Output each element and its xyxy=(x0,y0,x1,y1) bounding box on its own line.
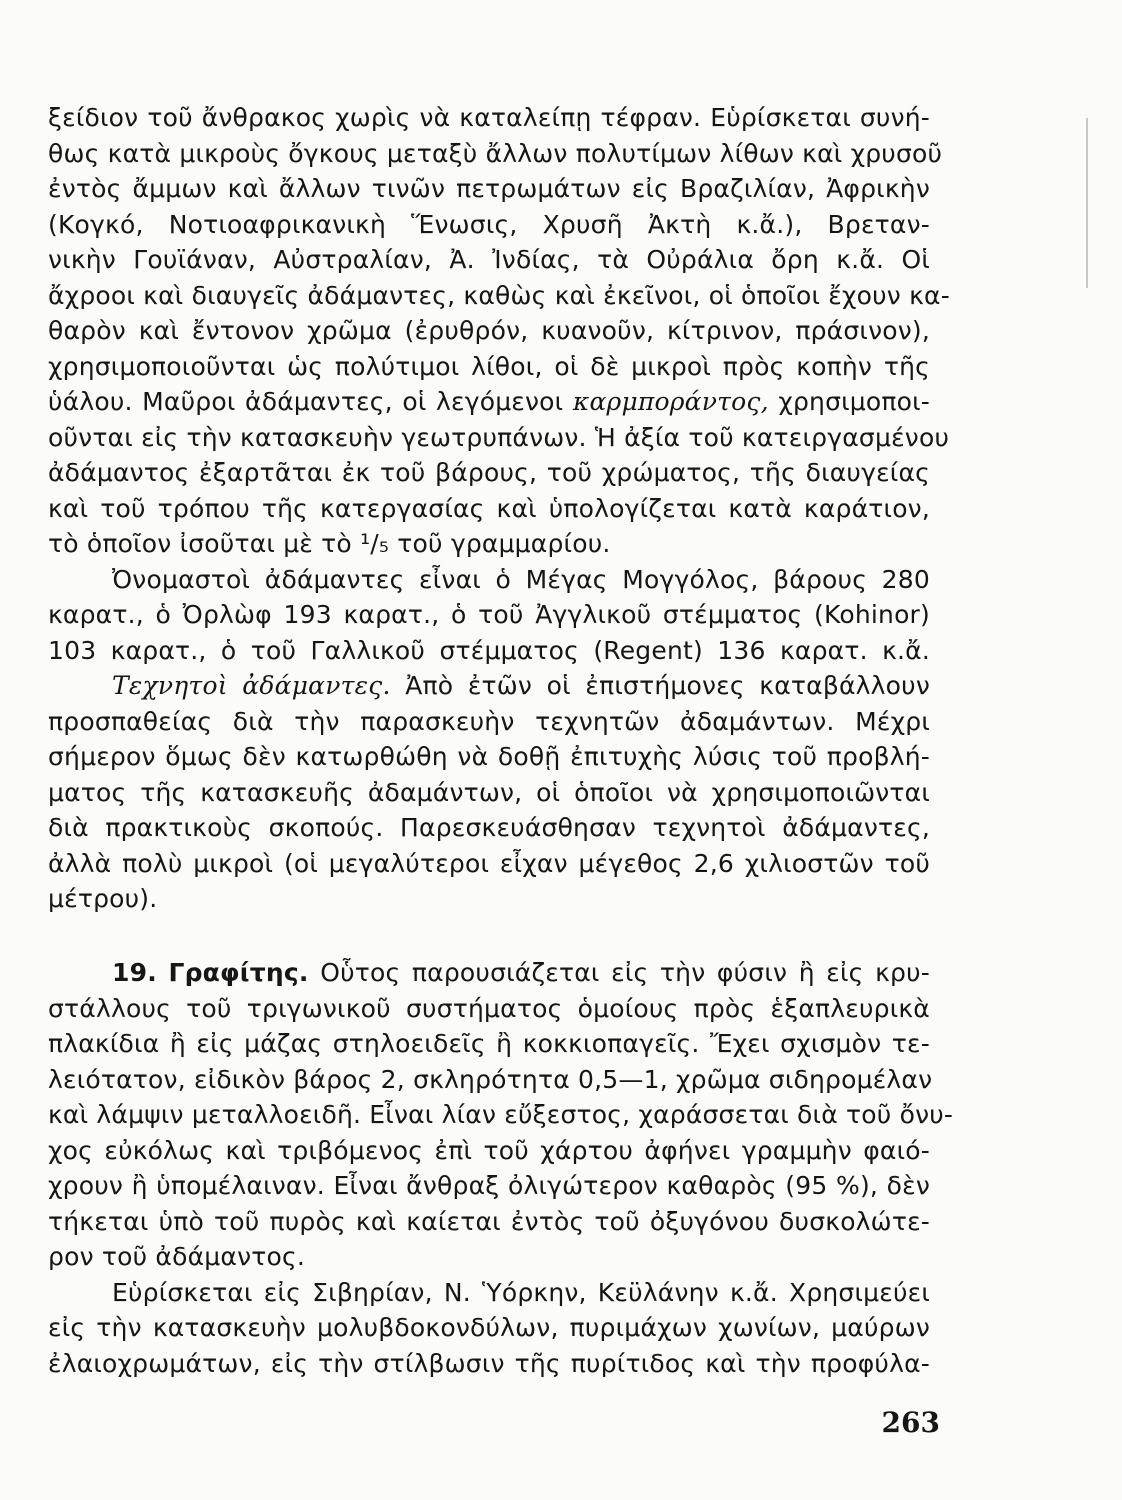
text-line: ἄχροοι καὶ διαυγεῖς ἀδάμαντες, καθὼς καὶ ἐκεῖνοι, οἱ ὁποῖοι ἔχουν κα- xyxy=(48,280,950,310)
line-text: Ἀπὸ ἐτῶν οἱ ἐπιστήμονες καταβάλλουν xyxy=(405,671,930,700)
text-line: νικὴν Γουϊάναν, Αὐστραλίαν, Ἀ. Ἰνδίας, τὰ Οὐράλια ὄρη κ.ἄ. Οἱ xyxy=(48,245,930,274)
text-line: θαρὸν καὶ ἔντονον χρῶμα (ἐρυθρόν, κυανοῦν, κίτρινον, πράσινον), xyxy=(48,316,930,345)
text-line: 103 καρατ., ὁ τοῦ Γαλλικοῦ στέμματος (Regent) 136 καρατ. κ.ἄ. xyxy=(48,635,930,665)
text-line: διὰ πρακτικοὺς σκοπούς. Παρεσκευάσθησαν τεχνητοὶ ἀδάμαντες, xyxy=(48,813,930,842)
line-text: Οὗτος παρουσιάζεται εἰς τὴν φύσιν ἢ εἰς κρυ- xyxy=(320,958,930,987)
text-line: στάλλους τοῦ τριγωνικοῦ συστήματος ὁμοίους πρὸς ἑξαπλευρικὰ xyxy=(48,993,930,1023)
section-heading-line xyxy=(48,955,930,991)
text-line: λειότατον, εἰδικὸν βάρος 2, σκληρότητα 0,5—1, χρῶμα σιδηρομέλαν xyxy=(48,1064,933,1094)
italic-term-carbonado: καρμποράντος, xyxy=(572,387,769,416)
text-line: εἰς τὴν κατασκευὴν μολυβδοκονδύλων, πυριμάχων χωνίων, μαύρων xyxy=(48,1313,930,1342)
subheading-line xyxy=(48,668,930,704)
page-number: 263 xyxy=(881,1406,940,1439)
section-number: 19. xyxy=(112,958,157,987)
paragraph-last-line: μέτρου). xyxy=(48,884,158,913)
text-line: χος εὐκόλως καὶ τριβόμενος ἐπὶ τοῦ χάρτου ἀφήνει γραμμὴν φαιό- xyxy=(48,1135,930,1165)
paragraph-last-line: ρον τοῦ ἀδάμαντος. xyxy=(48,1242,306,1271)
diamond-text-block xyxy=(48,100,950,917)
text-line: σήμερον ὅμως δὲν κατωρθώθη νὰ δοθῇ ἐπιτυχὴς λύσις τοῦ προβλή- xyxy=(48,742,930,771)
text-line: καὶ λάμψιν μεταλλοειδῆ. Εἶναι λίαν εὔξεστος, χαράσσεται διὰ τοῦ ὄνυ- xyxy=(48,1100,954,1129)
text-line: ματος τῆς κατασκευῆς ἀδαμάντων, οἱ ὁποῖοι νὰ χρησιμοποιῶνται xyxy=(48,777,930,807)
line-text: χρησιμοποι- xyxy=(778,387,931,416)
text-line: (Κογκό, Νοτιοαφρικανικὴ Ἕνωσις, Χρυσῆ Ἀκτὴ κ.ἄ.), Βρεταν- xyxy=(48,209,930,239)
text-line: καρατ., ὁ Ὀρλὼφ 193 καρατ., ὁ τοῦ Ἀγγλικοῦ στέμματος (Kohinor) xyxy=(48,600,930,629)
text-line: πλακίδια ἢ εἰς μάζας στηλοειδεῖς ἢ κοκκιοπαγεῖς. Ἔχει σχισμὸν τε- xyxy=(48,1029,930,1058)
text-line: ἐντὸς ἄμμων καὶ ἄλλων τινῶν πετρωμάτων εἰς Βραζιλίαν, Ἀφρικὴν xyxy=(48,174,930,203)
text-line: τήκεται ὑπὸ τοῦ πυρὸς καὶ καίεται ἐντὸς τοῦ ὀξυγόνου δυσκολώτε- xyxy=(48,1206,930,1236)
italic-subheading-synthetic-diamonds: Τεχνητοὶ ἀδάμαντες. xyxy=(112,671,391,700)
paragraph-first-line: Εὑρίσκεται εἰς Σιβηρίαν, Ν. Ὑόρκην, Κεϋλάνην κ.ἄ. Χρησιμεύει xyxy=(112,1277,930,1307)
text-line: ἐλαιοχρωμάτων, εἰς τὴν στίλβωσιν τῆς πυρίτιδος καὶ τὴν προφύλα- xyxy=(48,1348,930,1378)
text-line: ξείδιον τοῦ ἄνθρακος χωρὶς νὰ καταλείπῃ τέφραν. Εὑρίσκεται συνή- xyxy=(48,103,930,132)
line-text: ὑάλου. Μαῦροι ἀδάμαντες, οἱ λεγόμενοι xyxy=(48,387,564,416)
text-line: χρησιμοποιοῦνται ὡς πολύτιμοι λίθοι, οἱ δὲ μικροὶ πρὸς κοπὴν τῆς xyxy=(48,351,930,381)
text-line: ἀδάμαντος ἐξαρτᾶται ἐκ τοῦ βάρους, τοῦ χρώματος, τῆς διαυγείας xyxy=(48,458,930,487)
text-line: οῦνται εἰς τὴν κατασκευὴν γεωτρυπάνων. Ἡ ἀξία τοῦ κατειργασμένου xyxy=(48,422,950,452)
text-line-with-term xyxy=(48,384,930,420)
graphite-section xyxy=(48,955,954,1381)
paragraph-first-line: Ὀνομαστοὶ ἀδάμαντες εἶναι ὁ Μέγας Μογγόλος, βάρους 280 xyxy=(112,564,930,594)
text-line: χρουν ἢ ὑπομέλαιναν. Εἶναι ἄνθραξ ὀλιγώτερον καθαρὸς (95 %), δὲν xyxy=(48,1171,930,1200)
section-title: Γραφίτης. xyxy=(168,958,309,987)
text-line: καὶ τοῦ τρόπου τῆς κατεργασίας καὶ ὑπολογίζεται κατὰ καράτιον, xyxy=(48,493,930,523)
text-line: θως κατὰ μικροὺς ὄγκους μεταξὺ ἄλλων πολυτίμων λίθων καὶ χρυσοῦ xyxy=(48,138,943,168)
paragraph-last-line: τὸ ὁποῖον ἰσοῦται μὲ τὸ ¹/₅ τοῦ γραμμαρίου. xyxy=(48,529,611,558)
text-line: προσπαθείας διὰ τὴν παρασκευὴν τεχνητῶν ἀδαμάντων. Μέχρι xyxy=(48,706,930,736)
page-edge-mark xyxy=(1086,118,1088,288)
text-line: ἀλλὰ πολὺ μικροὶ (οἱ μεγαλύτεροι εἶχαν μέγεθος 2,6 χιλιοστῶν τοῦ xyxy=(48,848,930,878)
